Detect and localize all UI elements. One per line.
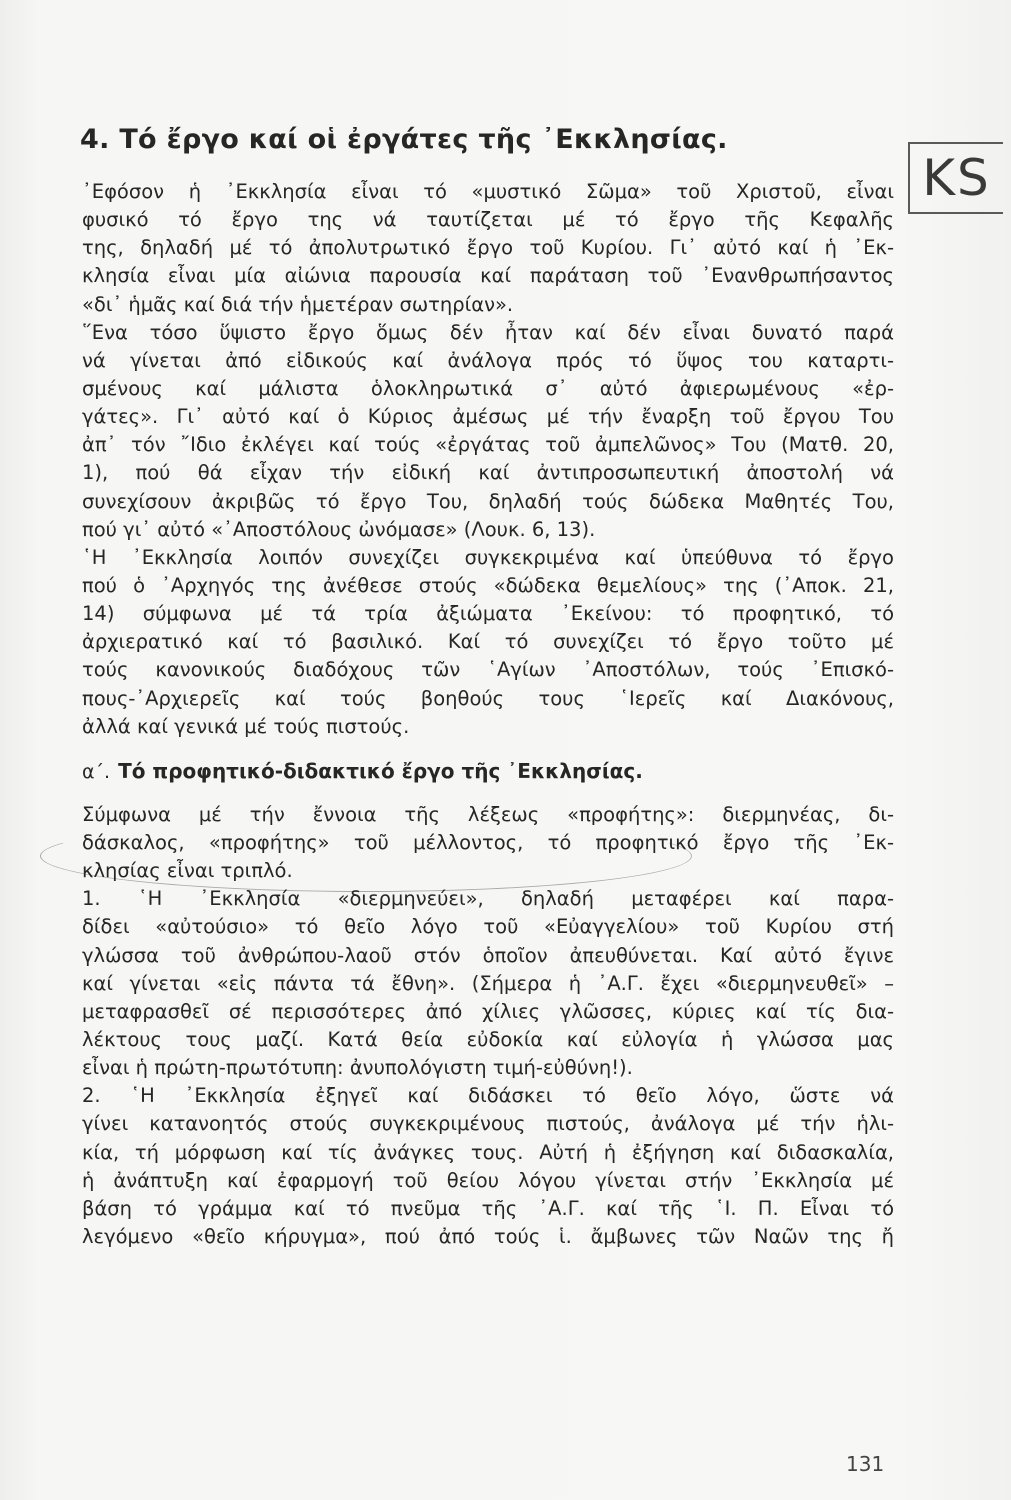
text-line: δίδει «αὐτούσιο» τό θεῖο λόγο τοῦ «Εὐαγγελίου» τοῦ Κυρίου στή <box>82 915 894 939</box>
text-line: ῾Η ᾿Εκκλησία λοιπόν συνεχίζει συγκεκριμένα καί ὑπεύθυνα τό ἔργο <box>82 545 894 569</box>
text-line: κλησία εἶναι μία αἰώνια παρουσία καί παράταση τοῦ ᾿Ενανθρωπήσαντος <box>82 264 894 288</box>
text-line: λέκτους τους μαζί. Κατά θεία εὐδοκία καί εὐλογία ἡ γλώσσα μας <box>82 1027 894 1051</box>
text-line: πού ὁ ᾿Αρχηγός της ἀνέθεσε στούς «δώδεκα θεμελίους» της (᾿Αποκ. 21, <box>82 573 894 597</box>
text-line: πους-᾿Αρχιερεῖς καί τούς βοηθούς τους ῾Ιερεῖς καί Διακόνους, <box>82 686 894 710</box>
sub-heading-letter: α΄. <box>82 760 111 783</box>
corner-label: KS <box>922 149 991 207</box>
text-line: πού γι᾿ αὐτό «᾿Αποστόλους ὠνόμασε» (Λουκ. 6, 13). <box>82 517 596 541</box>
text-line: σμένους καί μάλιστα ὁλοκληρωτικά σ᾿ αὐτό ἀφιερωμένους «ἐρ- <box>82 376 894 400</box>
text-line: 14) σύμφωνα μέ τά τρία ἀξιώματα ᾿Εκείνου: τό προφητικό, τό <box>82 602 894 626</box>
text-line: καί γίνεται «εἰς πάντα τά ἔθνη». (Σήμερα ἡ ᾿Α.Γ. ἔχει «διερμηνευθεῖ» – <box>82 971 894 995</box>
sub-heading <box>82 741 894 801</box>
text-line: 2. ῾Η ᾿Εκκλησία ἐξηγεῖ καί διδάσκει τό θεῖο λόγο, ὥστε νά <box>82 1084 894 1108</box>
text-line: 1. ῾Η ᾿Εκκλησία «διερμηνεύει», δηλαδή μεταφέρει καί παρα- <box>82 887 894 911</box>
text-line: ῞Ενα τόσο ὕψιστο ἔργο ὅμως δέν ἦταν καί δέν εἶναι δυνατό παρά <box>82 320 894 344</box>
paragraph-block-1 <box>82 178 894 741</box>
text-line: Σύμφωνα μέ τήν ἔννοια τῆς λέξεως «προφήτης»: διερμηνέας, δι- <box>82 802 894 826</box>
text-line: λεγόμενο «θεῖο κήρυγμα», πού ἀπό τούς ἱ. ἄμβωνες τῶν Ναῶν της ἤ <box>82 1224 894 1248</box>
text-line: της, δηλαδή μέ τό ἀπολυτρωτικό ἔργο τοῦ Κυρίου. Γι᾿ αὐτό καί ἡ ᾿Εκ- <box>82 236 894 260</box>
text-line: γλώσσα τοῦ ἀνθρώπου-λαοῦ στόν ὁποῖον ἀπευθύνεται. Καί αὐτό ἔγινε <box>82 943 894 967</box>
text-line: ἀλλά καί γενικά μέ τούς πιστούς. <box>82 714 410 738</box>
text-line: 1), πού θά εἶχαν τήν εἰδική καί ἀντιπροσωπευτική ἀποστολή νά <box>82 461 894 485</box>
text-line: φυσικό τό ἔργο της νά ταυτίζεται μέ τό ἔργο τῆς Κεφαλῆς <box>82 208 894 232</box>
body-text <box>82 178 894 1251</box>
paragraph-block-2 <box>82 801 894 1251</box>
text-line: «δι᾿ ἡμᾶς καί διά τήν ἡμετέραν σωτηρίαν». <box>82 292 514 316</box>
text-line: τούς κανονικούς διαδόχους τῶν ῾Αγίων ᾿Αποστόλων, τούς ᾿Επισκό- <box>82 658 894 682</box>
text-line: συνεχίσουν ἀκριβῶς τό ἔργο Του, δηλαδή τούς δώδεκα Μαθητές Του, <box>82 489 894 513</box>
text-line: βάση τό γράμμα καί τό πνεῦμα τῆς ᾿Α.Γ. καί τῆς ῾Ι. Π. Εἶναι τό <box>82 1196 894 1220</box>
text-line: κία, τή μόρφωση καί τίς ἀνάγκες τους. Αὐτή ἡ ἐξήγηση καί διδασκαλία, <box>82 1140 894 1164</box>
text-line: δάσκαλος, «προφήτης» τοῦ μέλλοντος, τό προφητικό ἔργο τῆς ᾿Εκ- <box>82 830 894 854</box>
corner-label-box <box>908 142 1003 214</box>
text-line: γάτες». Γι᾿ αὐτό καί ὁ Κύριος ἀμέσως μέ τήν ἔναρξη τοῦ ἔργου Του <box>82 405 894 429</box>
text-line: κλησίας εἶναι τριπλό. <box>82 859 293 883</box>
text-line: ἡ ἀνάπτυξη καί ἐφαρμογή τοῦ θείου λόγου γίνεται στήν ᾿Εκκλησία μέ <box>82 1168 894 1192</box>
text-line: γίνει κατανοητός στούς συγκεκριμένους πιστούς, ἀνάλογα μέ τήν ἡλι- <box>82 1112 894 1136</box>
text-line: νά γίνεται ἀπό εἰδικούς καί ἀνάλογα πρός τό ὕψος του καταρτι- <box>82 348 894 372</box>
text-line: ἀρχιερατικό καί τό βασιλικό. Καί τό συνεχίζει τό ἔργο τοῦτο μέ <box>82 630 894 654</box>
text-line: ἀπ᾿ τόν ῎Ιδιο ἐκλέγει καί τούς «ἐργάτας τοῦ ἀμπελῶνος» Του (Ματθ. 20, <box>82 433 894 457</box>
section-heading: 4. Τό ἔργο καί οἱ ἐργάτες τῆς ᾿Εκκλησίας. <box>80 124 728 155</box>
text-line: ᾿Εφόσον ἡ ᾿Εκκλησία εἶναι τό «μυστικό Σῶμα» τοῦ Χριστοῦ, εἶναι <box>82 180 894 203</box>
text-line: μεταφρασθεῖ σέ περισσότερες ἀπό χίλιες γλῶσσες, κύριες καί τίς δια- <box>82 999 894 1023</box>
page-number: 131 <box>846 1452 885 1476</box>
text-line: εἶναι ἡ πρώτη-πρωτότυπη: ἀνυπολόγιστη τιμή-εὐθύνη!). <box>82 1056 633 1080</box>
sub-heading-title: Τό προφητικό-διδακτικό ἔργο τῆς ᾿Εκκλησίας. <box>118 758 643 783</box>
